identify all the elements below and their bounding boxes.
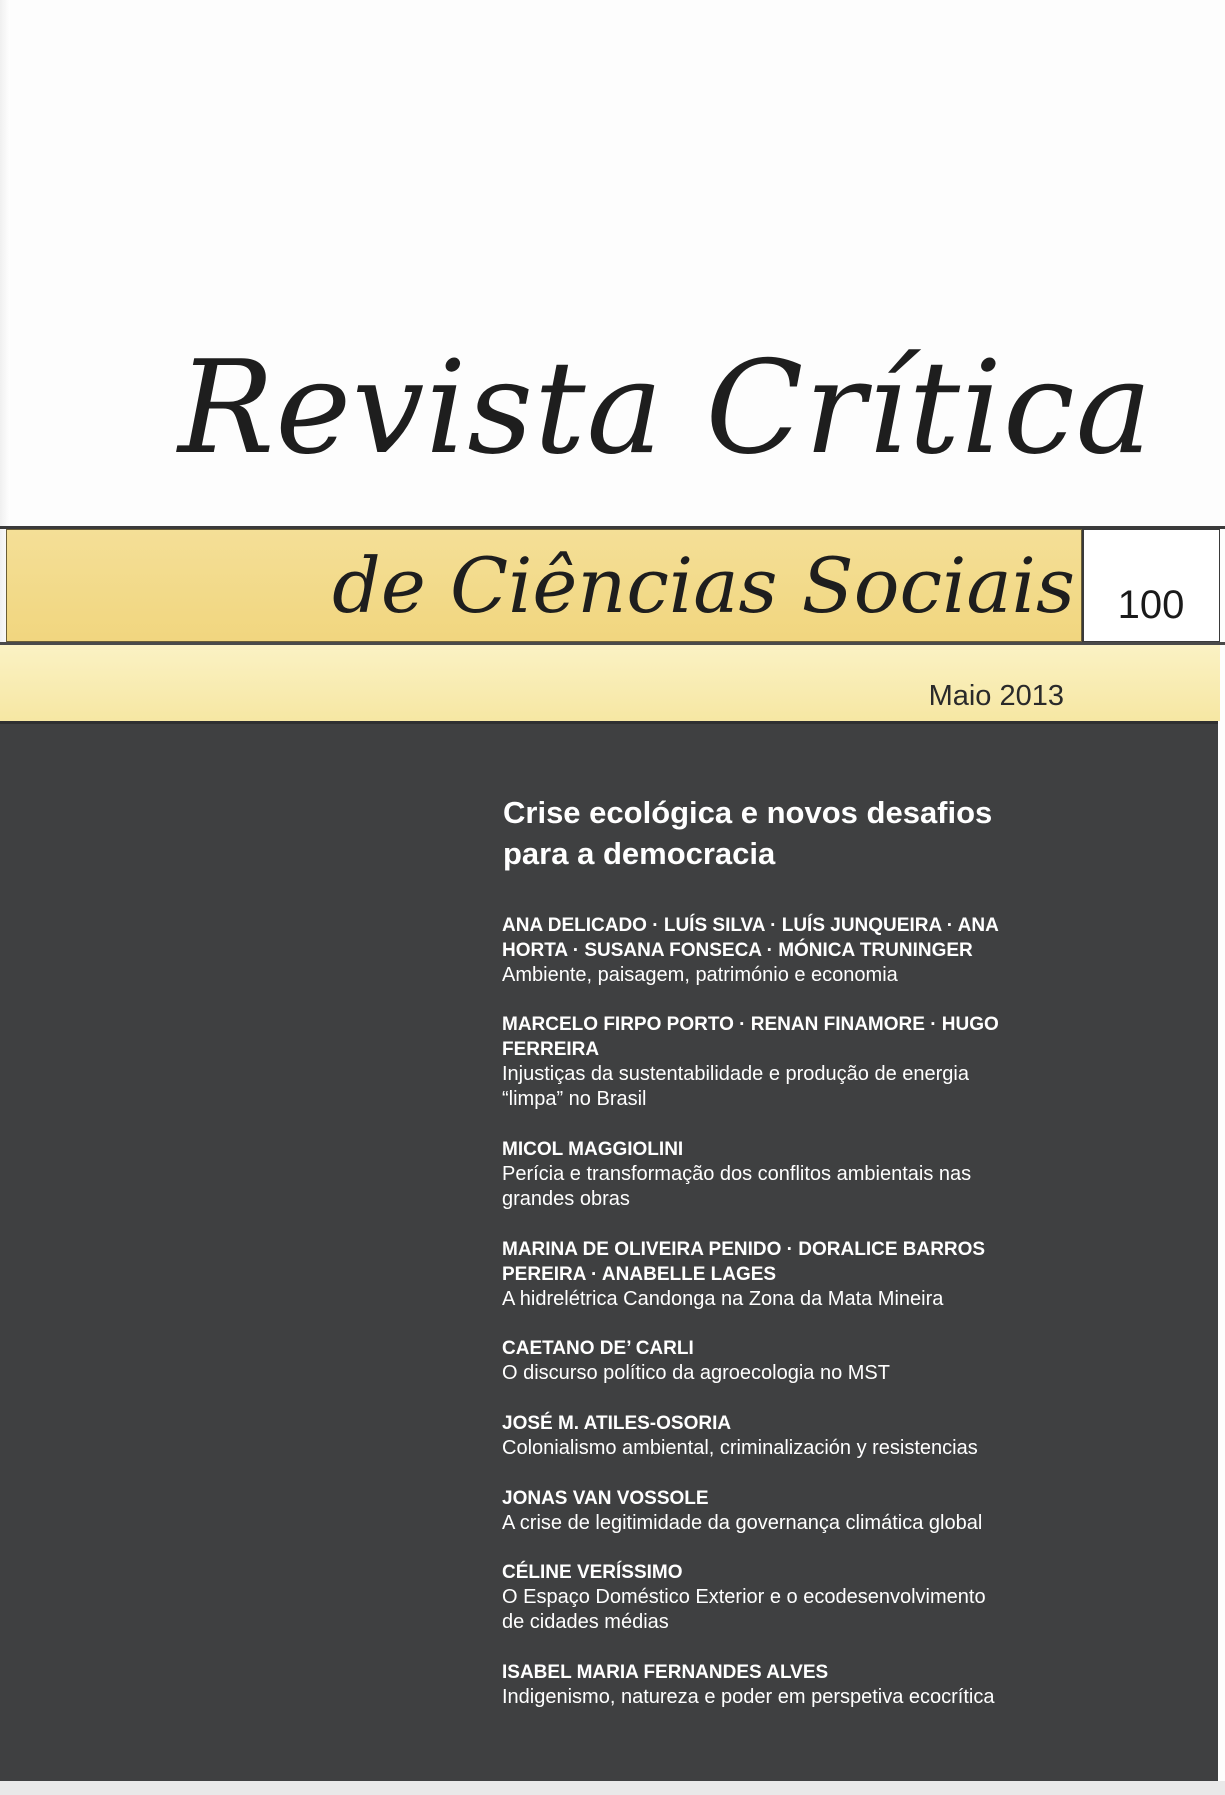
- authors-line: MICOL MAGGIOLINI: [502, 1139, 684, 1160]
- issue-date: Maio 2013: [928, 680, 1064, 712]
- issue-theme-title: [503, 792, 1063, 874]
- authors-line: PEREIRA · ANABELLE LAGES: [502, 1264, 777, 1285]
- entry-authors: [502, 1560, 1062, 1585]
- title-line: grandes obras: [502, 1188, 630, 1210]
- entry-authors: [502, 1012, 1062, 1062]
- authors-line: FERREIRA: [502, 1039, 600, 1060]
- title-line: A crise de legitimidade da governança climática global: [502, 1512, 983, 1534]
- issue-number: 100: [1117, 583, 1185, 627]
- entry-authors: [502, 1336, 1062, 1361]
- toc-entry: [502, 1411, 1062, 1461]
- entry-authors: [502, 1486, 1062, 1511]
- title-line: “limpa” no Brasil: [502, 1088, 647, 1110]
- title-line: A hidrelétrica Candonga na Zona da Mata Mineira: [502, 1288, 944, 1310]
- toc-entry: [502, 1486, 1062, 1536]
- entry-title: [502, 1361, 1062, 1386]
- toc-entry: [502, 1336, 1062, 1386]
- authors-line: CAETANO DE’ CARLI: [502, 1338, 694, 1359]
- title-line: O discurso político da agroecologia no MST: [502, 1362, 890, 1384]
- authors-line: ANA DELICADO · LUÍS SILVA · LUÍS JUNQUEIRA · ANA: [502, 915, 999, 936]
- journal-title: Revista Crítica: [178, 334, 1153, 483]
- entry-title: [502, 1062, 1062, 1112]
- entry-title: [502, 1436, 1062, 1461]
- entry-authors: [502, 913, 1062, 963]
- entry-title: [502, 1162, 1062, 1212]
- journal-subtitle: de Ciências Sociais: [332, 541, 1075, 630]
- entry-authors: [502, 1411, 1062, 1436]
- toc-entry: [502, 1660, 1062, 1710]
- entry-title: [502, 1585, 1062, 1635]
- title-line: Injustiças da sustentabilidade e produção de energia: [502, 1063, 969, 1085]
- entry-title: [502, 1685, 1062, 1710]
- entry-authors: [502, 1660, 1062, 1685]
- authors-line: HORTA · SUSANA FONSECA · MÓNICA TRUNINGER: [502, 940, 973, 961]
- entry-title: [502, 1511, 1062, 1536]
- entry-authors: [502, 1137, 1062, 1162]
- scan-bottom-edge: [0, 1781, 1225, 1795]
- issue-theme-line: para a democracia: [503, 836, 776, 871]
- title-line: Indigenismo, natureza e poder em perspetiva ecocrítica: [502, 1686, 995, 1708]
- title-line: Perícia e transformação dos conflitos ambientais nas: [502, 1163, 972, 1185]
- authors-line: CÉLINE VERÍSSIMO: [502, 1562, 683, 1583]
- authors-line: MARCELO FIRPO PORTO · RENAN FINAMORE · HUGO: [502, 1014, 999, 1035]
- toc-entry: [502, 1237, 1062, 1312]
- toc-entry: [502, 1137, 1062, 1212]
- entry-authors: [502, 1237, 1062, 1287]
- issue-theme-line: Crise ecológica e novos desafios: [503, 795, 993, 830]
- authors-line: ISABEL MARIA FERNANDES ALVES: [502, 1662, 829, 1683]
- entry-title: [502, 1287, 1062, 1312]
- title-line: Ambiente, paisagem, património e economia: [502, 964, 898, 986]
- toc-entry: [502, 1012, 1062, 1112]
- title-line: de cidades médias: [502, 1611, 669, 1633]
- entry-title: [502, 963, 1062, 988]
- title-line: O Espaço Doméstico Exterior e o ecodesenvolvimento: [502, 1586, 986, 1608]
- toc-entry: [502, 1560, 1062, 1635]
- toc-entry: [502, 913, 1062, 988]
- authors-line: JOSÉ M. ATILES-OSORIA: [502, 1413, 732, 1434]
- authors-line: MARINA DE OLIVEIRA PENIDO · DORALICE BARROS: [502, 1239, 986, 1260]
- title-line: Colonialismo ambiental, criminalización y resistencias: [502, 1437, 978, 1459]
- authors-line: JONAS VAN VOSSOLE: [502, 1488, 709, 1509]
